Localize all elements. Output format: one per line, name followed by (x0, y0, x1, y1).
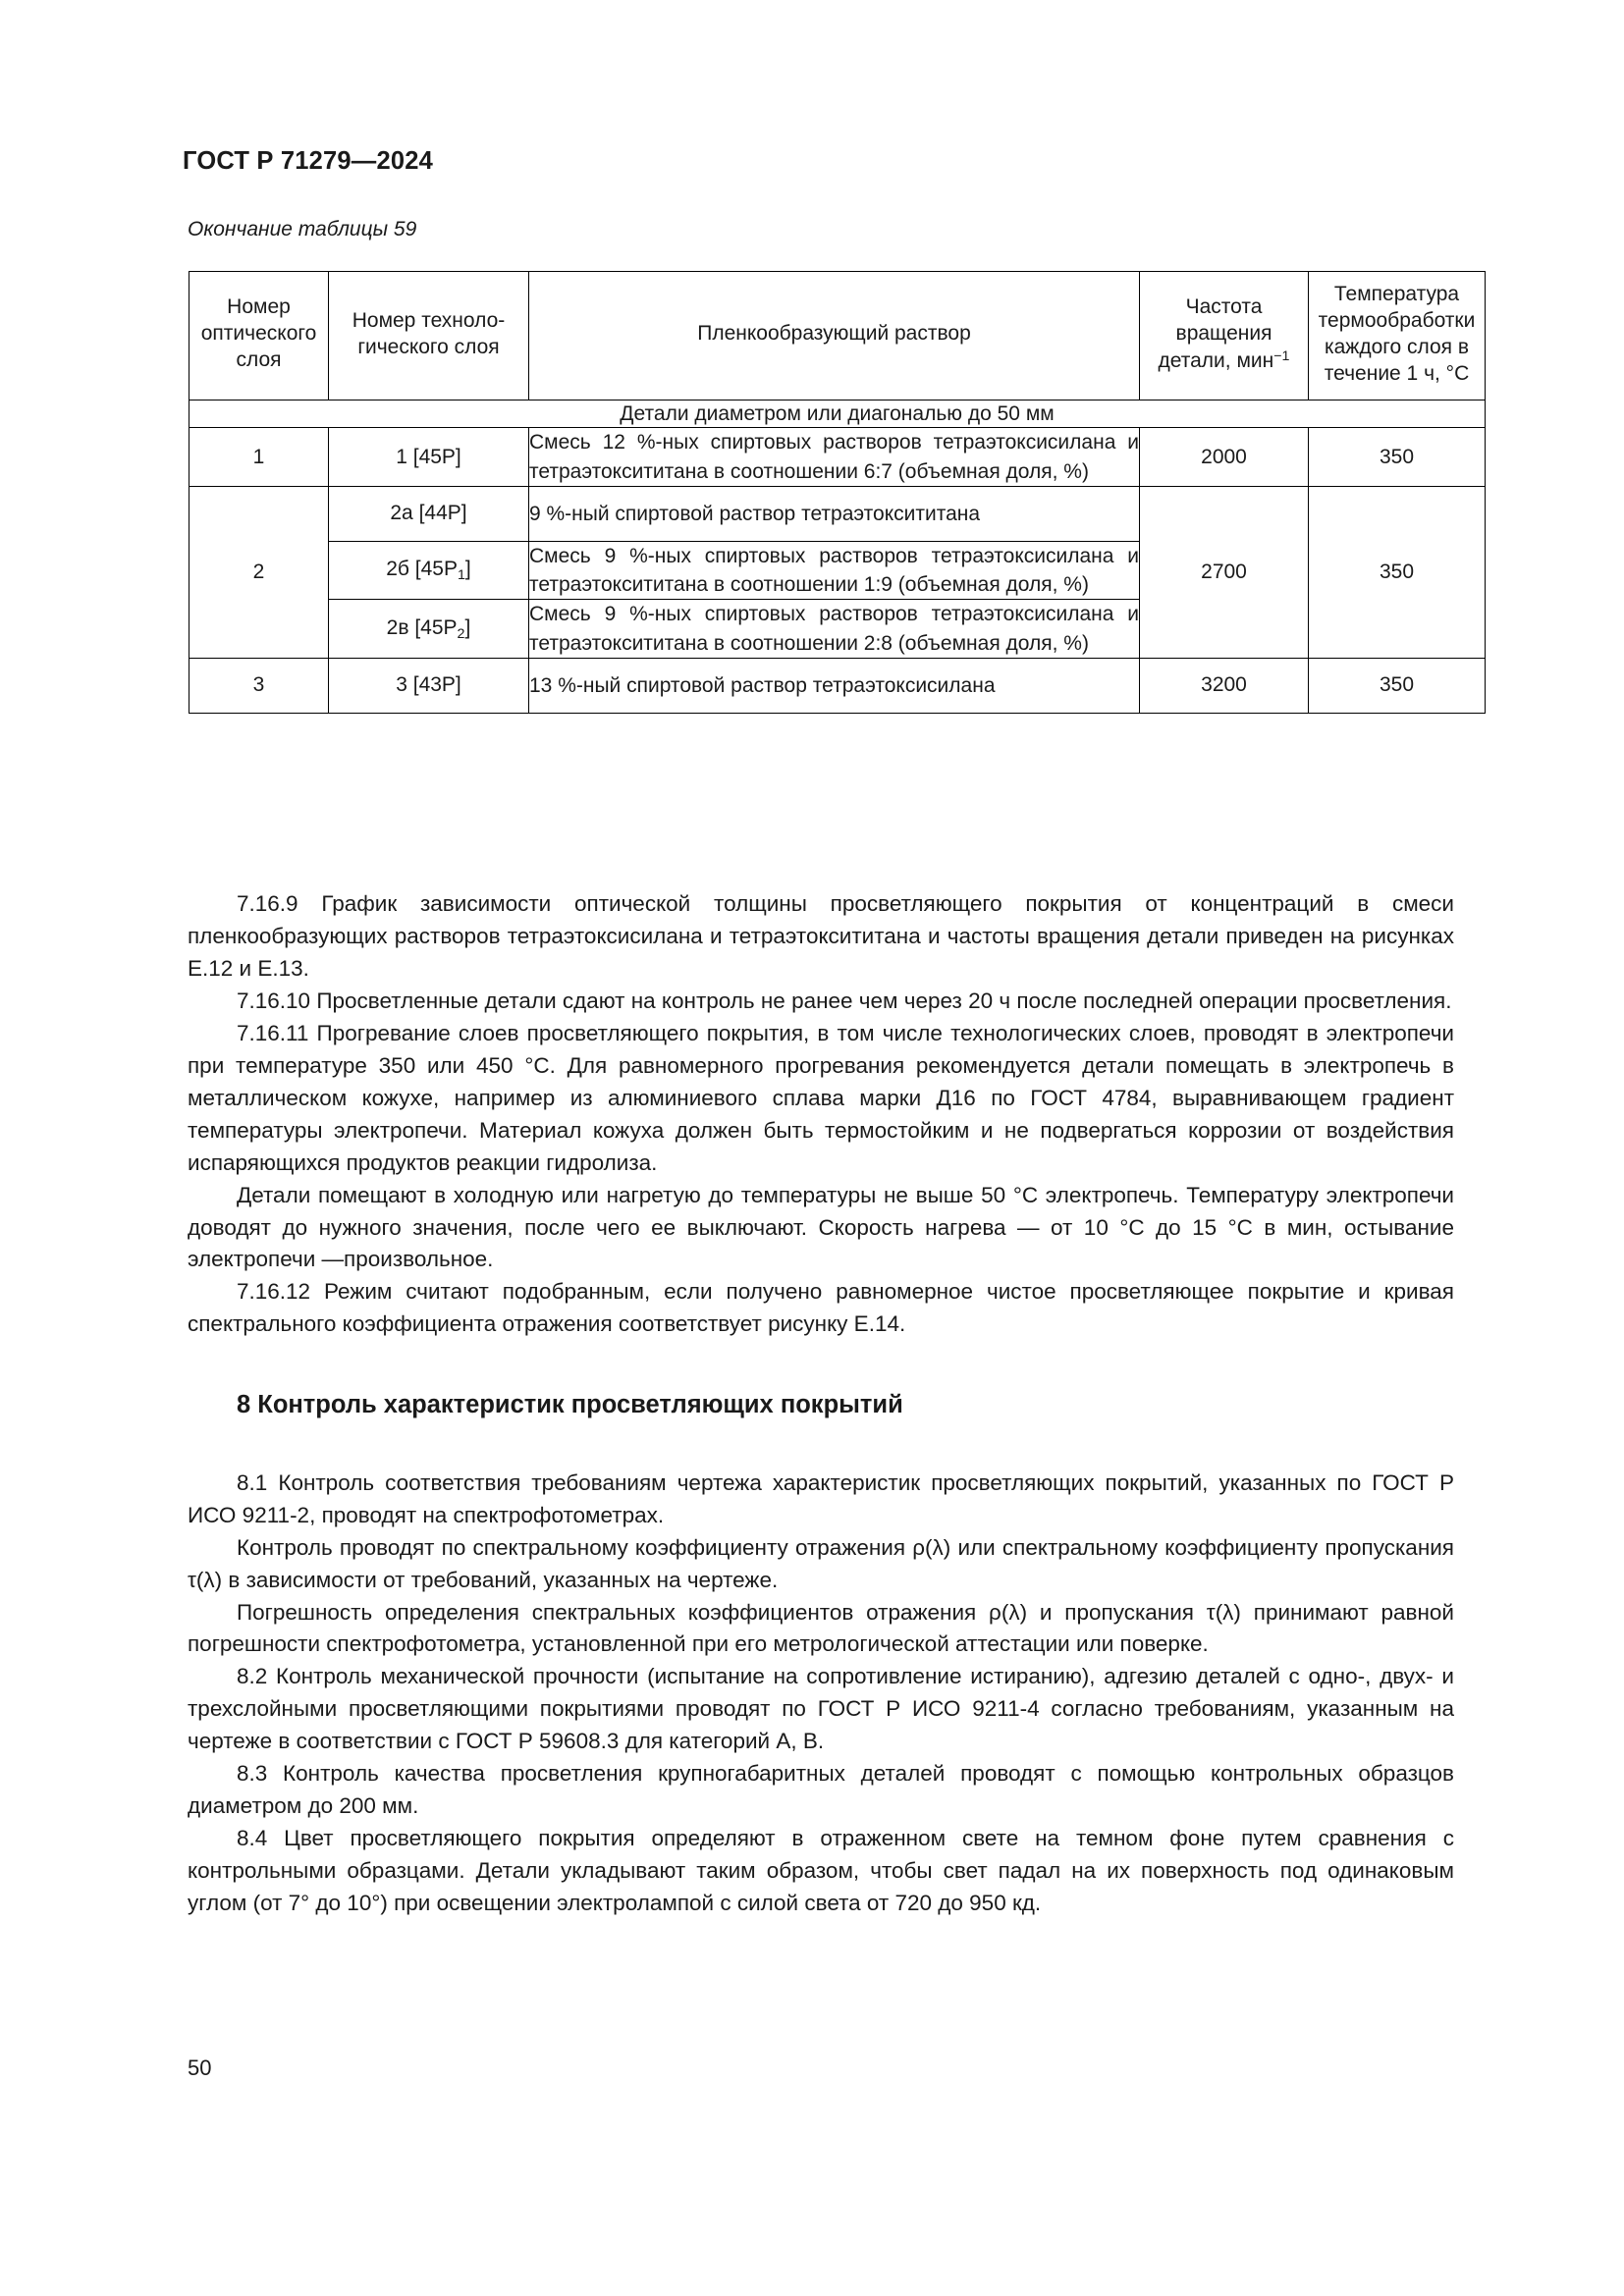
cell-temperature: 350 (1309, 486, 1486, 658)
header-line: вращения (1175, 321, 1272, 345)
cell-optical-layer: 3 (189, 658, 329, 713)
cell-rotation-frequency: 2000 (1140, 428, 1309, 486)
tech-layer-subscript: 1 (457, 567, 465, 584)
header-line: оптического (200, 322, 317, 346)
paragraph-7-16-11: 7.16.11 Прогревание слоев просветляющего покрытия, в том числе технологических слоев, проводят в электропечи при температуре 350 или 450 °С. Для равномерного прогревания рекомендуется детали помещать в электропечь в металлическом кожухе, например из алюминиевого сплава марки Д16 по ГОСТ 4784, выравнивающем градиент температуры электропечи. Материал кожуха должен быть термостойким и не подвергаться коррозии от воздействия испаряющихся продуктов реакции гидролиза. (188, 1020, 1454, 1175)
table-caption: Окончание таблицы 59 (188, 218, 417, 240)
cell-solution: 9 %-ный спиртовой раствор тетраэтоксититана (529, 486, 1140, 541)
banner-cell: Детали диаметром или диагональю до 50 мм (189, 400, 1486, 428)
tech-layer-subscript: 2 (457, 625, 465, 642)
header-line: детали, мин (1158, 348, 1274, 372)
tech-layer-base: 2в [45Р (386, 615, 458, 639)
cell-optical-layer: 1 (189, 428, 329, 486)
table-header-row (189, 272, 1486, 400)
header-line: Температура (1333, 283, 1460, 305)
header-line: слоя (236, 348, 282, 372)
page-number: 50 (188, 2056, 212, 2080)
header-line: Номер (227, 295, 291, 319)
header-line: каждого слоя в (1324, 335, 1470, 358)
cell-tech-layer: 2а [44Р] (329, 486, 529, 541)
cell-rotation-frequency: 3200 (1140, 658, 1309, 713)
paragraph-7-16-9: 7.16.9 График зависимости оптической толщины просветляющего покрытия от концентраций в смеси пленкообразующих растворов тетраэтоксисилана и тетраэтоксититана и частоты вращения детали приведен на рисунках Е.12 и Е.13. (188, 891, 1454, 981)
table-banner-row (189, 400, 1486, 428)
cell-tech-layer: 3 [43Р] (329, 658, 529, 713)
header-line: Пленкообразующий раствор (697, 322, 971, 346)
tech-layer-base: 2б [45Р (386, 558, 458, 581)
cell-rotation-frequency: 2700 (1140, 486, 1309, 658)
header-cell-temperature (1309, 272, 1486, 400)
spacer (188, 1341, 1454, 1387)
header-cell-rotation-frequency (1140, 272, 1309, 400)
header-cell-tech-layer (329, 272, 529, 400)
header-line: термообработки (1318, 308, 1476, 332)
cell-tech-layer: 1 [45Р] (329, 428, 529, 486)
paragraph-7-16-10: 7.16.10 Просветленные детали сдают на контроль не ранее чем через 20 ч после последней операции просветления. (237, 988, 1452, 1013)
header-line: течение 1 ч, °С (1324, 361, 1470, 385)
cell-temperature: 350 (1309, 658, 1486, 713)
paragraph-control-coefficients: Контроль проводят по спектральному коэффициенту отражения ρ(λ) или спектральному коэффициенту пропускания τ(λ) в зависимости от требований, указанных на чертеже. (188, 1534, 1454, 1592)
paragraph-details-placement: Детали помещают в холодную или нагретую до температуры не выше 50 °С электропечь. Температуру электропечи доводят до нужного значения, после чего ее выключают. Скорость нагрева — от 10 °С до 15 °С в мин, остывание электропечи —произвольное. (188, 1182, 1454, 1272)
header-cell-optical-layer (189, 272, 329, 400)
header-line: Номер техноло- (352, 308, 506, 332)
paragraph-7-16-12: 7.16.12 Режим считают подобранным, если получено равномерное чистое просветляющее покрытие и кривая спектрального коэффициента отражения соответствует рисунку Е.14. (188, 1279, 1454, 1337)
cell-solution: Смесь 9 %-ных спиртовых растворов тетраэтоксисилана и тетраэтоксититана в соотношении 1:9 (объемная доля, %) (529, 541, 1140, 599)
cell-tech-layer (329, 600, 529, 658)
header-line: гического слоя (357, 335, 500, 358)
cell-solution: Смесь 9 %-ных спиртовых растворов тетраэтоксисилана и тетраэтоксититана в соотношении 2:8 (объемная доля, %) (529, 600, 1140, 658)
paragraph-measurement-error: Погрешность определения спектральных коэффициентов отражения ρ(λ) и пропускания τ(λ) принимают равной погрешности спектрофотометра, установленной при его метрологической аттестации или поверке. (188, 1599, 1454, 1657)
table-row (189, 486, 1486, 541)
spacer (188, 1424, 1454, 1468)
cell-tech-layer (329, 541, 529, 599)
section-heading-8: 8 Контроль характеристик просветляющих покрытий (237, 1391, 903, 1419)
table-row (189, 428, 1486, 486)
table-59-continuation (189, 271, 1476, 714)
paragraph-8-3: 8.3 Контроль качества просветления крупногабаритных деталей проводят с помощью контрольных образцов диаметром до 200 мм. (188, 1761, 1454, 1819)
cell-optical-layer: 2 (189, 486, 329, 658)
cell-temperature: 350 (1309, 428, 1486, 486)
header-cell-solution (529, 272, 1140, 400)
table-row (189, 658, 1486, 713)
cell-solution: 13 %-ный спиртовой раствор тетраэтоксисилана (529, 658, 1140, 713)
standard-header: ГОСТ Р 71279—2024 (183, 147, 434, 175)
tech-layer-tail: ] (464, 558, 471, 581)
tech-layer-tail: ] (464, 615, 471, 639)
paragraph-8-4: 8.4 Цвет просветляющего покрытия определяют в отраженном свете на темном фоне путем сравнения с контрольными образцами. Детали укладывают таким образом, чтобы свет падал на их поверхность под одинаковым углом (от 7° до 10°) при освещении электролампой с силой света от 720 до 950 кд. (188, 1826, 1454, 1916)
header-exponent: −1 (1273, 347, 1290, 364)
cell-solution: Смесь 12 %-ных спиртовых растворов тетраэтоксисилана и тетраэтоксититана в соотношении 6:7 (объемная доля, %) (529, 428, 1140, 486)
paragraph-8-1: 8.1 Контроль соответствия требованиям чертежа характеристик просветляющих покрытий, указанных по ГОСТ Р ИСО 9211-2, проводят на спектрофотометрах. (188, 1469, 1454, 1527)
body-text (188, 888, 1454, 1920)
paragraph-8-2: 8.2 Контроль механической прочности (испытание на сопротивление истиранию), адгезию деталей с одно-, двух- и трехслойными просветляющими покрытиями проводят по ГОСТ Р ИСО 9211-4 согласно требованиям, указанным на чертеже в соответствии с ГОСТ Р 59608.3 для категорий А, В. (188, 1664, 1454, 1754)
header-line: Частота (1185, 295, 1263, 319)
